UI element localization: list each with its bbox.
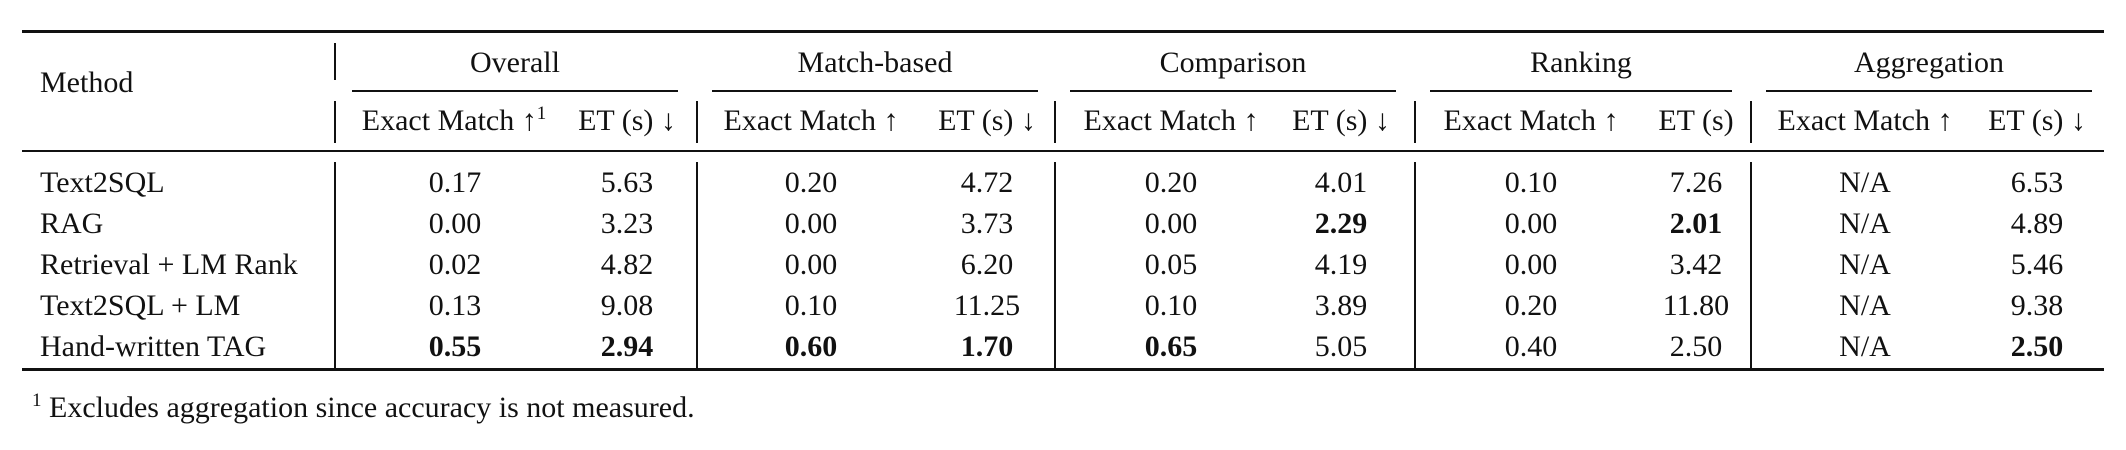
cell-overall-et: 3.23 <box>600 207 654 240</box>
row-method-label: Text2SQL <box>40 166 165 199</box>
subheader-aggregation-exact-match: Exact Match ↑ <box>1777 104 1953 137</box>
cell-match-based-et: 11.25 <box>953 289 1021 322</box>
group-header-aggregation: Aggregation <box>1854 46 2004 79</box>
cell-match-based-et: 6.20 <box>960 248 1014 281</box>
cell-overall-exact-match: 0.17 <box>428 166 482 199</box>
cell-ranking-exact-match: 0.40 <box>1504 330 1558 363</box>
cell-aggregation-et: 2.50 <box>2010 330 2064 363</box>
cell-overall-exact-match: 0.55 <box>428 330 482 363</box>
cmidrule-overall <box>352 90 678 92</box>
cell-ranking-exact-match: 0.00 <box>1504 207 1558 240</box>
subheader-aggregation-et: ET (s) ↓ <box>1988 104 2086 137</box>
cell-comparison-et: 3.89 <box>1314 289 1368 322</box>
subheader-comparison-et: ET (s) ↓ <box>1292 104 1390 137</box>
vsep-method-sub <box>334 101 336 143</box>
subheader-ranking-et: ET (s) <box>1658 104 1734 137</box>
cell-overall-exact-match: 0.13 <box>428 289 482 322</box>
subheader-overall-et: ET (s) ↓ <box>578 104 676 137</box>
cell-aggregation-et: 4.89 <box>2010 207 2064 240</box>
cell-match-based-exact-match: 0.60 <box>784 330 838 363</box>
cell-match-based-et: 3.73 <box>960 207 1014 240</box>
cell-ranking-et: 7.26 <box>1669 166 1723 199</box>
footnote <box>32 388 695 428</box>
cell-aggregation-exact-match: N/A <box>1839 207 1891 240</box>
footnote-text: Excludes aggregation since accuracy is not measured. <box>49 391 695 424</box>
cell-comparison-exact-match: 0.05 <box>1144 248 1198 281</box>
cell-overall-et: 4.82 <box>600 248 654 281</box>
cell-comparison-exact-match: 0.65 <box>1144 330 1198 363</box>
group-header-comparison: Comparison <box>1159 46 1307 79</box>
cmidrule-ranking <box>1430 90 1732 92</box>
cell-aggregation-et: 6.53 <box>2010 166 2064 199</box>
cell-match-based-exact-match: 0.20 <box>784 166 838 199</box>
cell-aggregation-et: 9.38 <box>2010 289 2064 322</box>
vsep-method-body <box>334 162 336 369</box>
row-method-label: Text2SQL + LM <box>40 289 241 322</box>
vsep-overall-sub <box>696 101 698 143</box>
cmidrule-comparison <box>1070 90 1396 92</box>
group-header-ranking: Ranking <box>1530 46 1632 79</box>
cmidrule-aggregation <box>1766 90 2092 92</box>
row-method-label: Retrieval + LM Rank <box>40 248 298 281</box>
cell-comparison-et: 4.01 <box>1314 166 1368 199</box>
table-mid-rule <box>22 150 2104 152</box>
cell-aggregation-exact-match: N/A <box>1839 248 1891 281</box>
cell-comparison-et: 5.05 <box>1314 330 1368 363</box>
cell-ranking-exact-match: 0.20 <box>1504 289 1558 322</box>
cmidrule-match-based <box>712 90 1038 92</box>
cell-ranking-exact-match: 0.00 <box>1504 248 1558 281</box>
vsep-match-sub <box>1054 101 1056 143</box>
cell-overall-et: 2.94 <box>600 330 654 363</box>
cell-ranking-et: 2.50 <box>1669 330 1723 363</box>
cell-comparison-exact-match: 0.00 <box>1144 207 1198 240</box>
cell-ranking-et: 2.01 <box>1669 207 1723 240</box>
cell-comparison-exact-match: 0.10 <box>1144 289 1198 322</box>
method-header: Method <box>40 66 134 99</box>
cell-overall-et: 5.63 <box>600 166 654 199</box>
cell-overall-exact-match: 0.00 <box>428 207 482 240</box>
vsep-comparison-sub <box>1414 101 1416 143</box>
row-method-label: Hand-written TAG <box>40 330 267 363</box>
cell-ranking-exact-match: 0.10 <box>1504 166 1558 199</box>
subheader-match-based-exact-match: Exact Match ↑ <box>723 104 899 137</box>
cell-overall-et: 9.08 <box>600 289 654 322</box>
cell-overall-exact-match: 0.02 <box>428 248 482 281</box>
cell-comparison-exact-match: 0.20 <box>1144 166 1198 199</box>
vsep-ranking-sub <box>1750 101 1752 143</box>
cell-match-based-et: 1.70 <box>960 330 1014 363</box>
subheader-ranking-exact-match: Exact Match ↑ <box>1443 104 1619 137</box>
group-header-match-based: Match-based <box>797 46 953 79</box>
vsep-comparison-body <box>1414 162 1416 369</box>
subheader-overall-exact-match: Exact Match ↑$^1$ <box>361 103 547 137</box>
cell-aggregation-exact-match: N/A <box>1839 166 1891 199</box>
group-header-overall: Overall <box>470 46 560 79</box>
table-bottom-rule <box>22 368 2104 371</box>
cell-match-based-et: 4.72 <box>960 166 1014 199</box>
cell-aggregation-et: 5.46 <box>2010 248 2064 281</box>
cell-ranking-et: 11.80 <box>1662 289 1730 322</box>
cell-ranking-et: 3.42 <box>1669 248 1723 281</box>
cell-match-based-exact-match: 0.10 <box>784 289 838 322</box>
subheader-match-based-et: ET (s) ↓ <box>938 104 1036 137</box>
table-top-rule <box>22 30 2104 33</box>
cell-match-based-exact-match: 0.00 <box>784 248 838 281</box>
cell-match-based-exact-match: 0.00 <box>784 207 838 240</box>
vsep-method-header <box>334 43 336 80</box>
cell-aggregation-exact-match: N/A <box>1839 330 1891 363</box>
row-method-label: RAG <box>40 207 104 240</box>
cell-aggregation-exact-match: N/A <box>1839 289 1891 322</box>
cell-comparison-et: 2.29 <box>1314 207 1368 240</box>
cell-comparison-et: 4.19 <box>1314 248 1368 281</box>
subheader-comparison-exact-match: Exact Match ↑ <box>1083 104 1259 137</box>
footnote-marker: 1 <box>32 390 42 411</box>
